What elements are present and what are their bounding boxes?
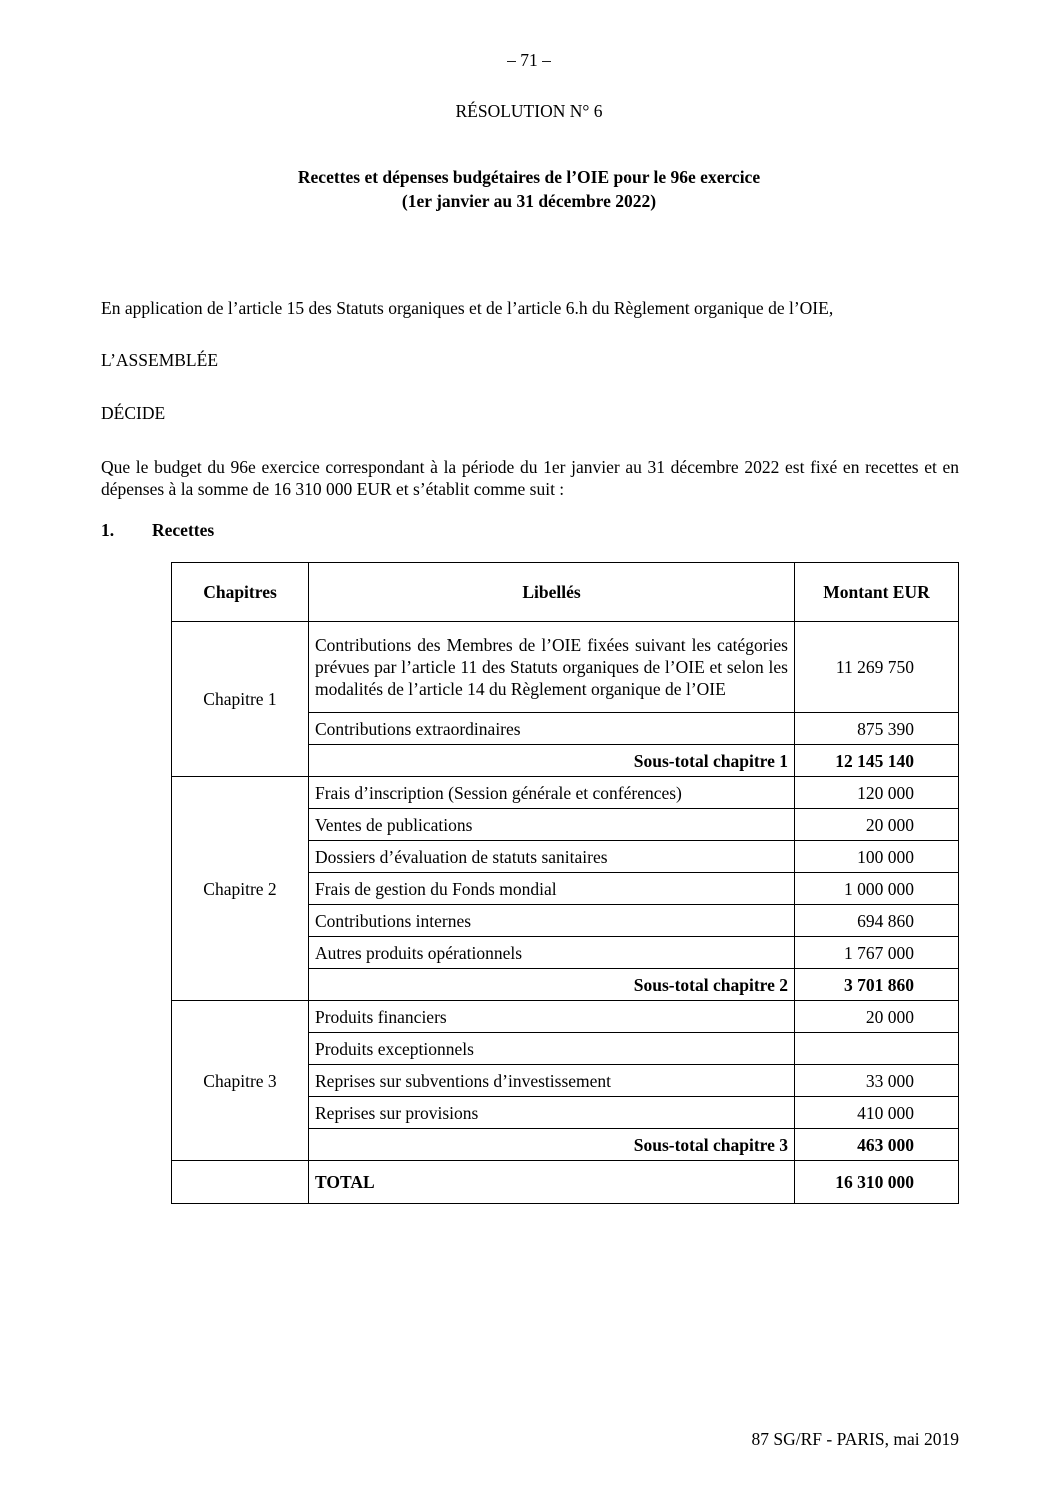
row-amount: 1 767 000	[795, 937, 959, 969]
table-row	[172, 777, 959, 809]
table-row	[172, 622, 959, 713]
row-amount: 33 000	[795, 1065, 959, 1097]
row-label: Produits financiers	[309, 1001, 795, 1033]
document-title	[0, 165, 1058, 213]
row-label: Reprises sur subventions d’investissement	[309, 1065, 795, 1097]
row-amount: 875 390	[795, 713, 959, 745]
row-label: Autres produits opérationnels	[309, 937, 795, 969]
total-label: TOTAL	[309, 1161, 795, 1204]
header-labels: Libellés	[309, 563, 795, 622]
row-amount: 20 000	[795, 1001, 959, 1033]
section-title: Recettes	[152, 520, 215, 540]
total-amount: 16 310 000	[795, 1161, 959, 1204]
title-line-2: (1er janvier au 31 décembre 2022)	[401, 191, 657, 211]
chapter-2-cell: Chapitre 2	[172, 777, 309, 1001]
total-row	[172, 1161, 959, 1204]
row-label: Frais de gestion du Fonds mondial	[309, 873, 795, 905]
table-row	[172, 1001, 959, 1033]
total-empty-cell	[172, 1161, 309, 1204]
assembly-heading: L’ASSEMBLÉE	[101, 350, 219, 370]
subtotal-amount: 463 000	[795, 1129, 959, 1161]
decision-paragraph: Que le budget du 96e exercice correspondant à la période du 1er janvier au 31 décembre 2022 est fixé en recettes et en dépenses à la somme de 16 310 000 EUR et s’établit comme suit :	[101, 457, 959, 499]
footer-reference: 87 SG/RF - PARIS, mai 2019	[751, 1429, 959, 1449]
decides-heading: DÉCIDE	[101, 403, 166, 423]
row-label: Produits exceptionnels	[309, 1033, 795, 1065]
resolution-heading: RÉSOLUTION N° 6	[455, 101, 603, 121]
intro-paragraph: En application de l’article 15 des Statuts organiques et de l’article 6.h du Règlement organique de l’OIE,	[101, 298, 834, 318]
section-number: 1.	[101, 520, 115, 540]
row-amount: 120 000	[795, 777, 959, 809]
section-heading	[101, 520, 214, 541]
header-chapters: Chapitres	[172, 563, 309, 622]
budget-table	[171, 562, 959, 1204]
subtotal-label: Sous-total chapitre 2	[309, 969, 795, 1001]
table-header-row	[172, 563, 959, 622]
row-label: Dossiers d’évaluation de statuts sanitaires	[309, 841, 795, 873]
row-amount: 11 269 750	[795, 622, 959, 713]
subtotal-amount: 3 701 860	[795, 969, 959, 1001]
row-amount: 20 000	[795, 809, 959, 841]
subtotal-label: Sous-total chapitre 1	[309, 745, 795, 777]
row-label: Frais d’inscription (Session générale et conférences)	[309, 777, 795, 809]
title-line-1: Recettes et dépenses budgétaires de l’OIE pour le 96e exercice	[297, 167, 761, 187]
chapter-1-cell: Chapitre 1	[172, 622, 309, 777]
row-label: Contributions extraordinaires	[309, 713, 795, 745]
row-amount: 410 000	[795, 1097, 959, 1129]
row-label: Contributions internes	[309, 905, 795, 937]
header-amount: Montant EUR	[795, 563, 959, 622]
subtotal-label: Sous-total chapitre 3	[309, 1129, 795, 1161]
row-amount	[795, 1033, 959, 1065]
row-amount: 1 000 000	[795, 873, 959, 905]
subtotal-amount: 12 145 140	[795, 745, 959, 777]
row-amount: 100 000	[795, 841, 959, 873]
page-number: – 71 –	[507, 50, 551, 70]
chapter-3-cell: Chapitre 3	[172, 1001, 309, 1161]
row-label: Contributions des Membres de l’OIE fixées suivant les catégories prévues par l’article 11 des Statuts organiques de l’OIE et selon les modalités de l’article 14 du Règlement organique de l’OIE	[309, 622, 795, 713]
row-label: Ventes de publications	[309, 809, 795, 841]
row-amount: 694 860	[795, 905, 959, 937]
row-label: Reprises sur provisions	[309, 1097, 795, 1129]
